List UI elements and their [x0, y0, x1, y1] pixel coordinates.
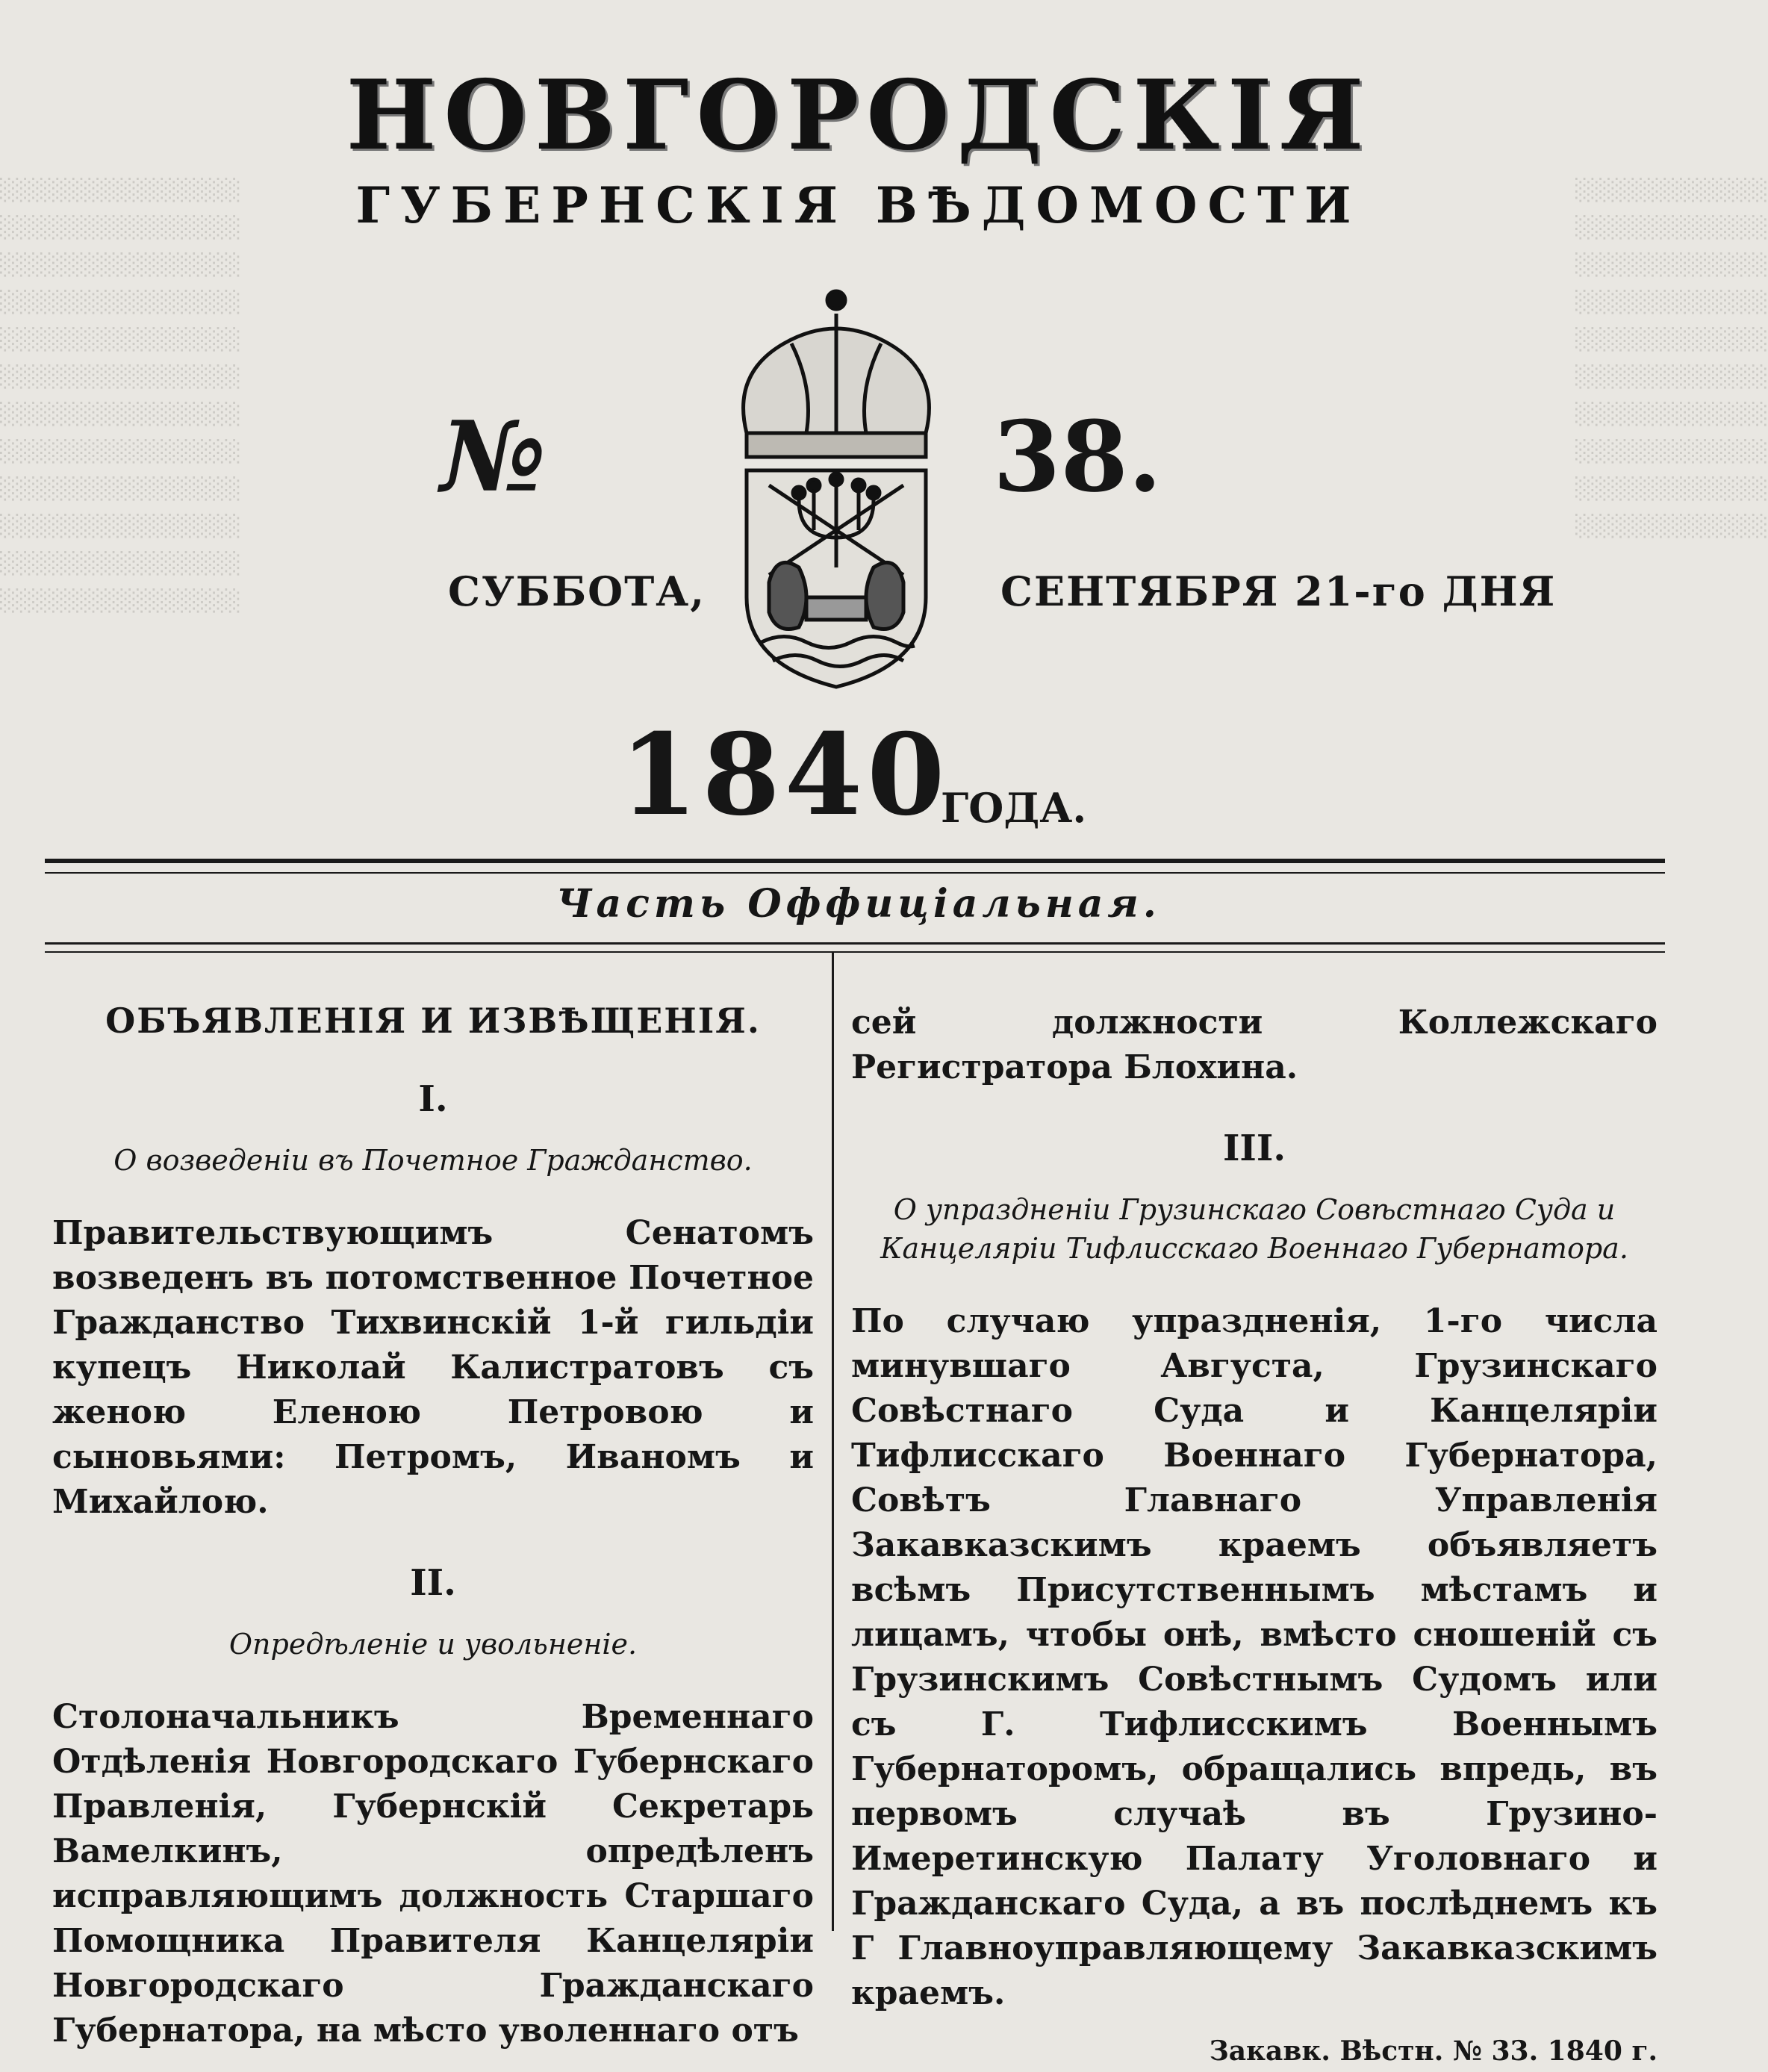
item-numeral: II. [410, 1562, 456, 1604]
issue-year: 1840 [620, 709, 950, 841]
bleed-through-left: ░░░░░░░░░░░░░░░ ░░░░░░░░░░░░░░░ ░░░░░░░░░░░░░░░ ░░░░░░░░░░░░░░░ ░░░░░░░░░░░░░░░ ░░░░░░░░░░░░░░░ ░░░░░░░░░░░░░░░ ░░░░░░░░░░░░░░░ ░░░░░░░░░░░░░░░ ░░░░░░░░░░░░░░░ ░░░░░░░░░░░░░░░ ░░░░░░░░░░░░░░░ [0, 178, 241, 613]
divider-thin [45, 872, 1665, 874]
crest-icon [717, 284, 956, 694]
newspaper-title: НОВГОРОДСКІЯ [346, 60, 1372, 172]
year-word: ГОДА. [941, 784, 1087, 832]
column-divider [832, 953, 834, 1931]
weekday: СУББОТА, [448, 567, 706, 615]
part-title: Часть Оффиціальная. [556, 881, 1161, 927]
divider-thick-lower [45, 942, 1665, 945]
item-subtitle: О возведеніи въ Почетное Гражданство. [113, 1144, 753, 1177]
continuation-text: сей должности Коллежскаго Регистратора Блохина. [851, 1004, 1658, 1086]
left-column [52, 971, 814, 2053]
item-numeral: I. [418, 1078, 448, 1120]
right-column [851, 971, 1658, 2067]
bleed-through-right: ░░░░░░░░░░░░ ░░░░░░░░░░░░ ░░░░░░░░░░░░ ░░░░░░░░░░░░ ░░░░░░░░░░░░ ░░░░░░░░░░░░ ░░░░░░░░░░░░ ░░░░░░░░░░░░ ░░░░░░░░░░░░ ░░░░░░░░░░░░ [1575, 178, 1768, 538]
masthead [0, 60, 1717, 239]
newspaper-subtitle: ГУБЕРНСКІЯ ВѢДОМОСТИ [355, 176, 1362, 234]
issue-number: 38. [993, 399, 1162, 514]
item-subtitle: Опредѣленіе и увольненіе. [228, 1628, 638, 1661]
issue-date: СЕНТЯБРЯ 21-го ДНЯ [1000, 567, 1557, 615]
item-numeral: III. [1222, 1127, 1286, 1169]
item-text: По случаю упраздненія, 1-го числа минувшаго Августа, Грузинскаго Совѣстнаго Суда и Канцеляріи Тифлисскаго Военнаго Губернатора, Совѣтъ Главнаго Управленія Закавказскимъ краемъ объявляетъ всѣмъ Присутственнымъ мѣстамъ и лицамъ, чтобы онѣ, вмѣсто сношеній съ Грузинскимъ Совѣстнымъ Судомъ или съ Г. Тифлисскимъ Военнымъ Губернаторомъ, обращались впредь, въ первомъ случаѣ въ Грузино-Имеретинскую Палату Уголовнаго и Гражданскаго Суда, а въ послѣднемъ къ Г Главноуправляющему Закавказскимъ краемъ. [851, 1302, 1658, 2012]
issue-number-sign: № [441, 399, 547, 514]
item-subtitle: О упраздненіи Грузинскаго Совѣстнаго Суда и Канцеляріи Тифлисскаго Военнаго Губернатора. [880, 1193, 1628, 1265]
item-source: Закавк. Вѣстн. № 33. 1840 г. [1209, 2035, 1658, 2067]
divider-thin-lower [45, 951, 1665, 953]
item-text: Правительствующимъ Сенатомъ возведенъ въ потомственное Почетное Гражданство Тихвинскій 1-й гильдіи купецъ Николай Калистратовъ съ женою Еленою Петровою и сыновьями: Петромъ, Иваномъ и Михайлою. [52, 1214, 814, 1521]
section-heading: ОБЪЯВЛЕНІЯ И ИЗВѢЩЕНІЯ. [105, 1001, 761, 1041]
item-text: Столоначальникъ Временнаго Отдѣленія Новгородскаго Губернскаго Правленія, Губернскій Секретарь Вамелкинъ, опредѣленъ исправляющимъ должность Старшаго Помощника Правителя Канцеляріи Новгородскаго Гражданскаго Губернатора, на мѣсто уволеннаго отъ [52, 1698, 814, 2050]
divider-thick [45, 859, 1665, 863]
